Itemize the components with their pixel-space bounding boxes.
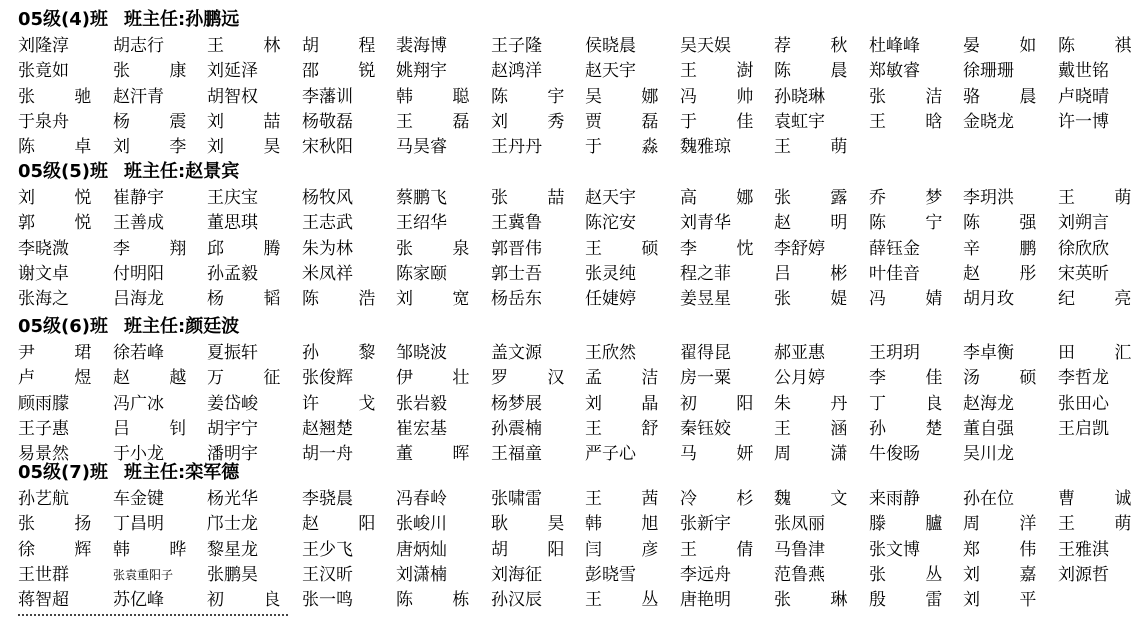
student-name: 米凤祥 [302, 263, 353, 284]
student-name: 张啸雷 [491, 489, 542, 509]
student-name: 陈 栋 [396, 590, 487, 611]
section-header [18, 8, 239, 32]
student-name: 曹 诚 [1058, 489, 1148, 509]
student-name: 王 萌 [774, 137, 865, 158]
student-name: 孙 黎 [302, 343, 393, 363]
student-row [0, 512, 1148, 537]
student-name: 卢晓晴 [1058, 86, 1109, 107]
student-name: 李舒婷 [774, 238, 825, 259]
student-name: 张 丛 [869, 564, 960, 585]
student-name: 杨牧风 [302, 188, 353, 208]
student-name: 陈 祺 [1058, 36, 1148, 56]
student-name: 王 硕 [585, 238, 676, 259]
student-name: 赵翘楚 [302, 418, 353, 439]
student-name: 王雅淇 [1058, 539, 1109, 560]
student-name: 郑敏睿 [869, 61, 920, 82]
student-name: 刘朔言 [1058, 213, 1109, 234]
student-name: 陈 宁 [869, 213, 960, 234]
student-name: 杨 韬 [207, 289, 298, 310]
student-name: 赵 越 [113, 368, 204, 389]
student-name: 刘 宽 [396, 289, 487, 310]
student-name: 王 倩 [680, 539, 771, 560]
student-name: 赵 明 [774, 213, 865, 234]
student-name: 王 舒 [585, 418, 676, 439]
student-name: 滕 臚 [869, 514, 960, 535]
student-name: 蒋智超 [18, 590, 69, 611]
student-name: 王 丛 [585, 590, 676, 611]
head-teacher-label: 班主任:赵景宾 [124, 161, 240, 182]
student-name: 胡 程 [302, 36, 393, 56]
student-name: 胡智权 [207, 86, 258, 107]
student-name: 刘潇楠 [396, 564, 447, 585]
student-name: 骆 晨 [963, 86, 1054, 107]
student-name: 张海之 [18, 289, 69, 310]
student-name: 刘 平 [963, 590, 1054, 611]
student-name: 张灵纯 [585, 263, 636, 284]
student-name: 孙艺航 [18, 489, 69, 509]
student-name: 侯晓晨 [585, 36, 636, 56]
student-name: 顾雨朦 [18, 393, 69, 414]
student-name: 王玥玥 [869, 343, 920, 363]
student-name: 徐欣欣 [1058, 238, 1109, 259]
student-name: 郭晋伟 [491, 238, 542, 259]
student-name: 刘 李 [113, 137, 204, 158]
student-name: 李哲龙 [1058, 368, 1109, 389]
student-name: 严子心 [585, 444, 636, 465]
student-name: 王启凯 [1058, 418, 1109, 439]
student-name: 冷 杉 [680, 489, 771, 509]
student-row [0, 392, 1132, 417]
student-name: 赵 阳 [302, 514, 393, 535]
student-name: 董 晖 [396, 444, 487, 465]
student-name: 吴川龙 [963, 444, 1014, 465]
student-name: 邱 腾 [207, 238, 298, 259]
student-name: 刘延泽 [207, 61, 258, 82]
student-name: 任婕婷 [585, 289, 636, 310]
student-name: 陈 晨 [774, 61, 865, 82]
student-name: 罗 汉 [491, 368, 582, 389]
student-name: 刘 秀 [491, 111, 582, 132]
student-name: 赵天宇 [585, 61, 636, 82]
student-name: 孙汉辰 [491, 590, 542, 611]
student-name: 房一粟 [680, 368, 731, 389]
student-name: 刘 晶 [585, 393, 676, 414]
student-name: 张 康 [113, 61, 204, 82]
student-name: 蔡鹏飞 [396, 188, 447, 208]
student-row [0, 110, 1132, 135]
student-name: 李玥洪 [963, 188, 1014, 208]
student-name: 朱 丹 [774, 393, 865, 414]
student-name: 尹 珺 [18, 343, 109, 363]
section-header [18, 160, 239, 184]
student-name: 程之菲 [680, 263, 731, 284]
student-name: 袁虹宇 [774, 111, 825, 132]
class-label: 05级(6)班 [18, 316, 109, 337]
student-name: 王 萌 [1058, 514, 1148, 535]
student-name: 耿 昊 [491, 514, 582, 535]
student-row [0, 563, 1132, 588]
student-name: 李藩训 [302, 86, 353, 107]
student-name: 郑 伟 [963, 539, 1054, 560]
student-name: 金晓龙 [963, 111, 1014, 132]
student-name: 杨岳东 [491, 289, 542, 310]
student-row [0, 186, 1148, 211]
student-name: 张 喆 [491, 188, 582, 208]
student-name: 周 潇 [774, 444, 865, 465]
student-row [0, 34, 1148, 59]
section-header [18, 461, 239, 485]
student-name: 王世群 [18, 564, 69, 585]
student-name: 赵天宇 [585, 188, 636, 208]
student-name: 张袁重阳子 [113, 567, 174, 582]
student-name: 刘隆淳 [18, 36, 69, 56]
student-row [0, 262, 1132, 287]
student-name: 吴天娱 [680, 36, 731, 56]
student-name: 张岩毅 [396, 393, 447, 414]
student-name: 卢 煜 [18, 368, 109, 389]
student-name: 张 媞 [774, 289, 865, 310]
student-name: 王善成 [113, 213, 164, 234]
student-name: 乔 梦 [869, 188, 960, 208]
student-name: 牛俊旸 [869, 444, 920, 465]
student-name: 高 娜 [680, 188, 771, 208]
student-name: 陈沱安 [585, 213, 636, 234]
student-name: 陈 卓 [18, 137, 109, 158]
student-row [0, 85, 1132, 110]
student-name: 张文博 [869, 539, 920, 560]
student-name: 晏 如 [963, 36, 1054, 56]
student-name: 冯广冰 [113, 393, 164, 414]
student-name: 宋秋阳 [302, 137, 353, 158]
student-name: 冯春岭 [396, 489, 447, 509]
student-name: 姚翔宇 [396, 61, 447, 82]
student-row [0, 341, 1148, 366]
student-name: 胡宇宁 [207, 418, 258, 439]
student-name: 邝士龙 [207, 514, 258, 535]
head-teacher-label: 班主任:孙鹏远 [124, 9, 240, 30]
student-name: 邹晓波 [396, 343, 447, 363]
student-name: 万 征 [207, 368, 298, 389]
student-name: 田 汇 [1058, 343, 1148, 363]
student-name: 叶佳音 [869, 263, 920, 284]
student-name: 张 扬 [18, 514, 109, 535]
student-name: 王欣然 [585, 343, 636, 363]
student-name: 伊 壮 [396, 368, 487, 389]
student-name: 韩 晔 [113, 539, 204, 560]
student-name: 许一博 [1058, 111, 1109, 132]
student-name: 魏雅琼 [680, 137, 731, 158]
student-name: 王少飞 [302, 539, 353, 560]
student-name: 许 戈 [302, 393, 393, 414]
student-row [0, 287, 1148, 312]
student-name: 张田心 [1058, 393, 1109, 414]
student-name: 殷 雷 [869, 590, 960, 611]
student-name: 王冀鲁 [491, 213, 542, 234]
student-name: 周 洋 [963, 514, 1054, 535]
student-name: 丁昌明 [113, 514, 164, 535]
student-name: 张新宇 [680, 514, 731, 535]
student-name: 范鲁燕 [774, 564, 825, 585]
student-name: 张 泉 [396, 238, 487, 259]
student-name: 王 磊 [396, 111, 487, 132]
student-name: 杨 震 [113, 111, 204, 132]
student-name: 王绍华 [396, 213, 447, 234]
student-name: 易景然 [18, 444, 69, 465]
student-name: 薛钰金 [869, 238, 920, 259]
student-name: 唐艳明 [680, 590, 731, 611]
student-name: 陈 强 [963, 213, 1054, 234]
student-name: 孙 楚 [869, 418, 960, 439]
student-name: 王 茜 [585, 489, 676, 509]
student-name: 王庆宝 [207, 188, 258, 208]
student-name: 车金键 [113, 489, 164, 509]
student-name: 赵 彤 [963, 263, 1054, 284]
section-header [18, 315, 239, 339]
student-name: 杨敬磊 [302, 111, 353, 132]
student-name: 李骁晨 [302, 489, 353, 509]
student-row [0, 588, 1132, 613]
student-name: 孙孟毅 [207, 263, 258, 284]
student-name: 李晓溦 [18, 238, 69, 259]
student-name: 韩 旭 [585, 514, 676, 535]
student-name: 刘源哲 [1058, 564, 1109, 585]
student-name: 黎星龙 [207, 539, 258, 560]
student-name: 夏振轩 [207, 343, 258, 363]
student-name: 胡志行 [113, 36, 164, 56]
student-name: 于 佳 [680, 111, 771, 132]
student-name: 马昊睿 [396, 137, 447, 158]
student-name: 杨梦展 [491, 393, 542, 414]
student-name: 王丹丹 [491, 137, 542, 158]
student-row [0, 417, 1132, 442]
student-name: 姜岱峻 [207, 393, 258, 414]
student-name: 马鲁津 [774, 539, 825, 560]
student-name: 杨光华 [207, 489, 258, 509]
student-name: 张一鸣 [302, 590, 353, 611]
student-row [0, 538, 1132, 563]
student-name: 赵海龙 [963, 393, 1014, 414]
student-name: 于 淼 [585, 137, 676, 158]
student-name: 宋英昕 [1058, 263, 1109, 284]
student-name: 刘 悦 [18, 188, 109, 208]
student-name: 王 林 [207, 36, 298, 56]
student-name: 王志武 [302, 213, 353, 234]
student-name: 彭晓雪 [585, 564, 636, 585]
student-name: 初 阳 [680, 393, 771, 414]
student-name: 李卓衡 [963, 343, 1014, 363]
student-name: 姜昱星 [680, 289, 731, 310]
student-name: 吴 娜 [585, 86, 676, 107]
student-name: 郭士吾 [491, 263, 542, 284]
student-name: 闫 彦 [585, 539, 676, 560]
student-name: 刘 昊 [207, 137, 298, 158]
student-name: 徐若峰 [113, 343, 164, 363]
student-name: 李 忱 [680, 238, 771, 259]
head-teacher-label: 班主任:栾军德 [124, 462, 240, 483]
student-name: 吕 钊 [113, 418, 204, 439]
student-row [0, 59, 1132, 84]
student-name: 李 佳 [869, 368, 960, 389]
student-name: 唐炳灿 [396, 539, 447, 560]
student-name: 盖文源 [491, 343, 542, 363]
student-name: 冯 帅 [680, 86, 771, 107]
student-name: 马 妍 [680, 444, 771, 465]
student-name: 李 翔 [113, 238, 204, 259]
student-name: 刘 嘉 [963, 564, 1054, 585]
student-name: 于泉舟 [18, 111, 69, 132]
student-name: 孙震楠 [491, 418, 542, 439]
student-name: 张竟如 [18, 61, 69, 82]
student-name: 王 涵 [774, 418, 865, 439]
student-name: 公月婷 [774, 368, 825, 389]
student-name: 秦钰姣 [680, 418, 731, 439]
student-name: 苏亿峰 [113, 590, 164, 611]
student-name: 朱为林 [302, 238, 353, 259]
student-name: 徐珊珊 [963, 61, 1014, 82]
student-row [0, 211, 1132, 236]
student-name: 孙在位 [963, 489, 1014, 509]
student-row [0, 487, 1148, 512]
student-name: 冯 婧 [869, 289, 960, 310]
student-name: 初 良 [207, 590, 298, 611]
student-name: 陈 浩 [302, 289, 393, 310]
student-name: 翟得昆 [680, 343, 731, 363]
student-name: 陈 宇 [491, 86, 582, 107]
student-row [0, 366, 1132, 391]
student-name: 邵 锐 [302, 61, 393, 82]
student-name: 刘海征 [491, 564, 542, 585]
student-name: 王 晗 [869, 111, 960, 132]
student-name: 李远舟 [680, 564, 731, 585]
student-name: 崔宏基 [396, 418, 447, 439]
student-name: 汤 硕 [963, 368, 1054, 389]
student-row [0, 237, 1132, 262]
student-name: 丁 良 [869, 393, 960, 414]
student-name: 刘青华 [680, 213, 731, 234]
student-name: 张 驰 [18, 86, 109, 107]
student-name: 孟 洁 [585, 368, 676, 389]
student-name: 张 洁 [869, 86, 960, 107]
student-name: 王子惠 [18, 418, 69, 439]
student-name: 张 露 [774, 188, 865, 208]
student-name: 王 萌 [1058, 188, 1148, 208]
student-name: 孙晓琳 [774, 86, 825, 107]
student-name: 裴海博 [396, 36, 447, 56]
student-name: 董思琪 [207, 213, 258, 234]
student-name: 张俊辉 [302, 368, 353, 389]
student-name: 崔静宇 [113, 188, 164, 208]
student-name: 张凤丽 [774, 514, 825, 535]
student-name: 胡 阳 [491, 539, 582, 560]
student-name: 王福童 [491, 444, 542, 465]
student-name: 吕 彬 [774, 263, 865, 284]
student-name: 韩 聪 [396, 86, 487, 107]
student-name: 徐 辉 [18, 539, 109, 560]
student-name: 荐 秋 [774, 36, 865, 56]
cut-off-next-line [18, 614, 288, 620]
head-teacher-label: 班主任:颜廷波 [124, 316, 240, 337]
student-name: 杜峰峰 [869, 36, 920, 56]
student-name: 张鹏昊 [207, 564, 258, 585]
student-name: 董自强 [963, 418, 1014, 439]
student-name: 王汉昕 [302, 564, 353, 585]
class-label: 05级(4)班 [18, 9, 109, 30]
student-name: 赵鸿洋 [491, 61, 542, 82]
class-label: 05级(5)班 [18, 161, 109, 182]
student-name: 付明阳 [113, 263, 164, 284]
student-name: 张峻川 [396, 514, 447, 535]
student-name: 郝亚惠 [774, 343, 825, 363]
student-name: 潘明宇 [207, 444, 258, 465]
student-name: 辛 鹏 [963, 238, 1054, 259]
student-name: 吕海龙 [113, 289, 164, 310]
student-name: 戴世铭 [1058, 61, 1109, 82]
student-name: 王 澍 [680, 61, 771, 82]
student-name: 赵汗青 [113, 86, 164, 107]
class-label: 05级(7)班 [18, 462, 109, 483]
student-name: 胡一舟 [302, 444, 353, 465]
student-name: 于小龙 [113, 444, 164, 465]
student-name: 张 琳 [774, 590, 865, 611]
student-name: 郭 悦 [18, 213, 109, 234]
student-name: 谢文卓 [18, 263, 69, 284]
student-name: 贾 磊 [585, 111, 676, 132]
student-row [0, 135, 1132, 160]
student-name: 纪 亮 [1058, 289, 1148, 310]
student-name: 陈家颐 [396, 263, 447, 284]
student-name: 来雨静 [869, 489, 920, 509]
student-name: 刘 喆 [207, 111, 298, 132]
student-name: 胡月玫 [963, 289, 1014, 310]
student-name: 魏 文 [774, 489, 865, 509]
student-name: 王子隆 [491, 36, 542, 56]
